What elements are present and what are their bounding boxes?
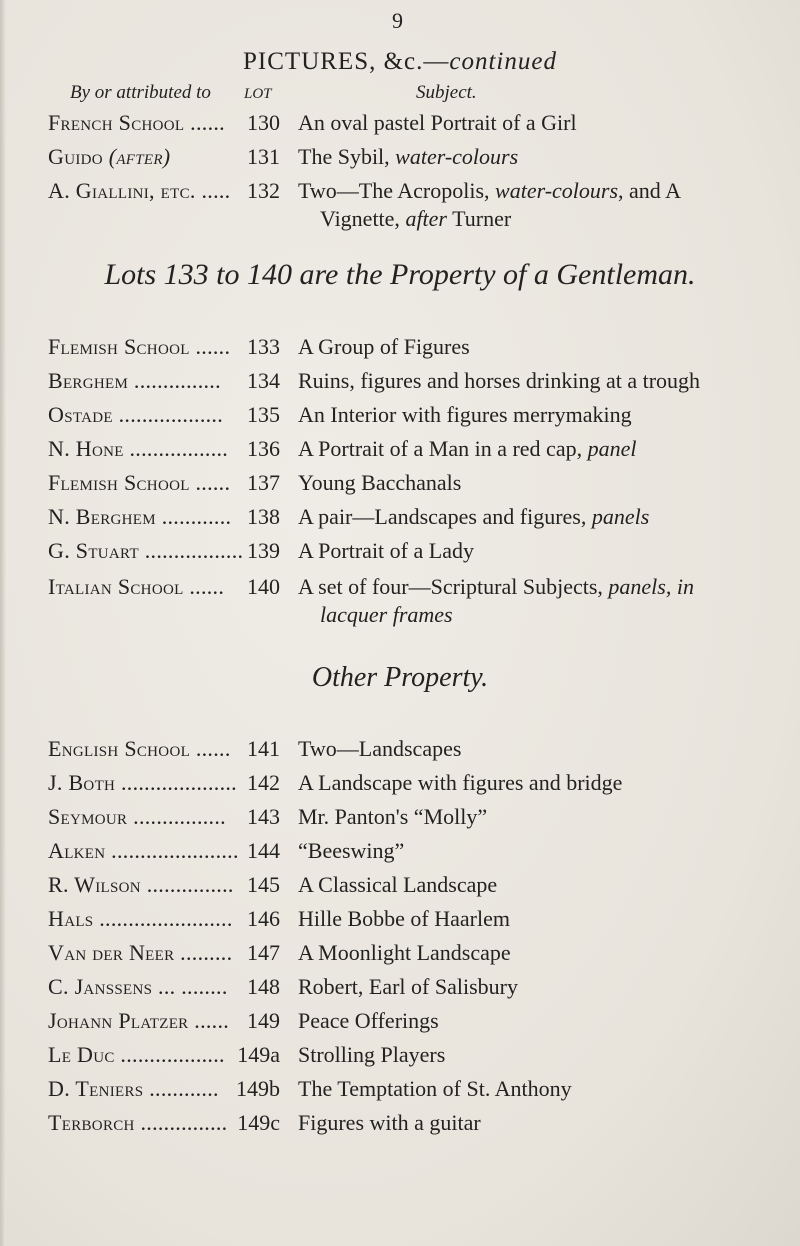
- list-item: Alken ...................... 144 “Beeswing”: [48, 838, 405, 863]
- list-item: Ostade .................. 135 An Interior with figures merrymaking: [48, 402, 632, 427]
- section-heading: Lots 133 to 140 are the Property of a Gentleman.: [104, 258, 696, 291]
- list-item: Le Duc .................. 149a Strolling Players: [48, 1042, 446, 1067]
- list-item: R. Wilson ............... 145 A Classical Landscape: [48, 872, 498, 897]
- list-item: A. Giallini, etc. ..... 132 Two—The Acropolis, water-colours, and A: [48, 178, 681, 203]
- list-item: Flemish School ...... 133 A Group of Figures: [48, 334, 470, 359]
- list-item: C. Janssens ... ........ 148 Robert, Earl of Salisbury: [48, 974, 518, 999]
- list-item-continuation: Vignette, after Turner: [320, 206, 512, 231]
- list-item: Hals ....................... 146 Hille Bobbe of Haarlem: [48, 906, 510, 931]
- list-item: Berghem ............... 134 Ruins, figures and horses drinking at a trough: [48, 368, 701, 393]
- list-item: French School ...... 130 An oval pastel Portrait of a Girl: [48, 110, 577, 135]
- list-item: Van der Neer ......... 147 A Moonlight Landscape: [48, 940, 511, 965]
- list-item: Terborch ............... 149c Figures with a guitar: [48, 1110, 481, 1135]
- list-item: English School ...... 141 Two—Landscapes: [48, 736, 462, 761]
- list-item: D. Teniers ............ 149b The Temptation of St. Anthony: [48, 1076, 572, 1101]
- column-header-lot: LOT: [244, 86, 272, 102]
- list-item: Italian School ...... 140 A set of four—Scriptural Subjects, panels, in: [48, 574, 694, 599]
- list-item: Seymour ................ 143 Mr. Panton's “Molly”: [48, 804, 488, 829]
- page-title: PICTURES, &c.—continued: [243, 48, 557, 75]
- subsection-heading: Other Property.: [311, 662, 489, 693]
- column-header-artist: By or attributed to: [70, 82, 211, 103]
- column-header-subject: Subject.: [416, 82, 477, 103]
- list-item: N. Hone ................. 136 A Portrait of a Man in a red cap, panel: [48, 436, 637, 461]
- page-number: 9: [392, 8, 403, 33]
- list-item: Flemish School ...... 137 Young Bacchanals: [48, 470, 462, 495]
- list-item: G. Stuart ................. 139 A Portrait of a Lady: [48, 538, 474, 563]
- list-item-continuation: lacquer frames: [320, 602, 453, 627]
- list-item: Guido (after) 131 The Sybil, water-colours: [48, 144, 519, 169]
- list-item: J. Both .................... 142 A Landscape with figures and bridge: [48, 770, 623, 795]
- list-item: Johann Platzer ...... 149 Peace Offerings: [48, 1008, 439, 1033]
- list-item: N. Berghem ............ 138 A pair—Landscapes and figures, panels: [48, 504, 650, 529]
